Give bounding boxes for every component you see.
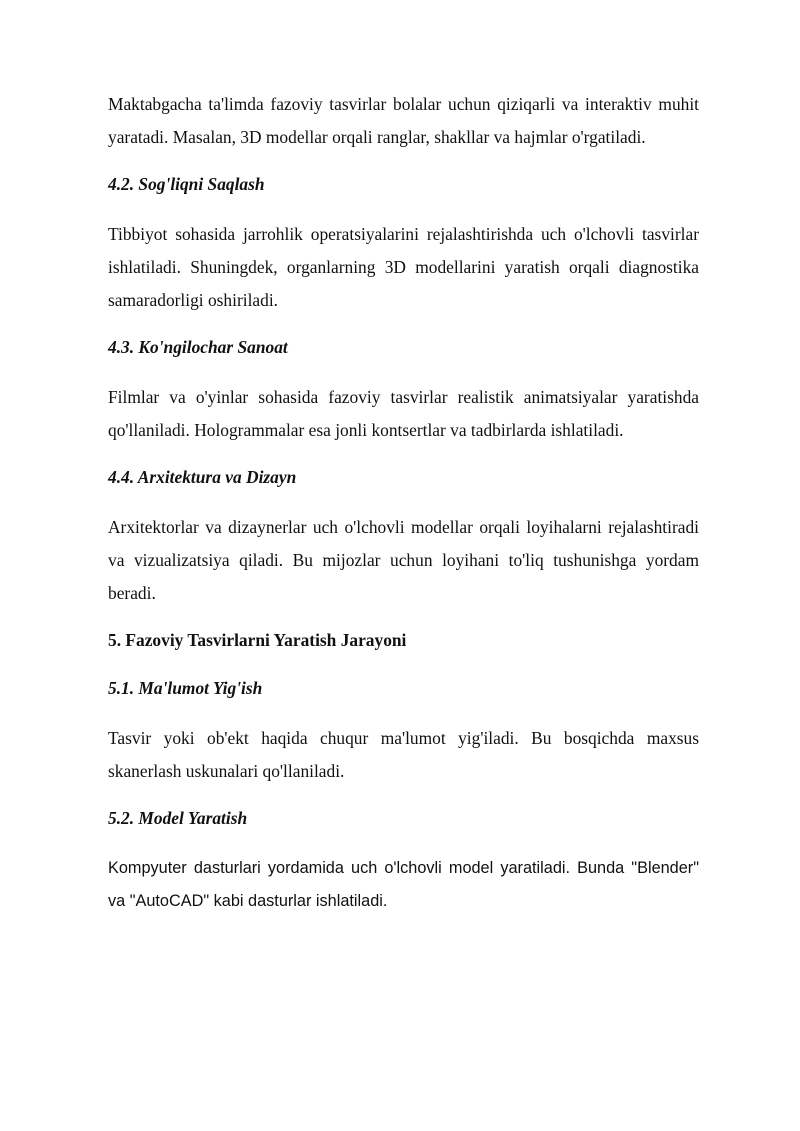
- heading-4-3: 4.3. Ko'ngilochar Sanoat: [108, 337, 288, 357]
- paragraph-healthcare: Tibbiyot sohasida jarrohlik operatsiyalarini rejalashtirishda uch o'lchovli tasvirlar ishlatiladi. Shuningdek, organlarning 3D modellarini yaratish orqali diagnostika samaradorligi oshiriladi.: [108, 224, 699, 310]
- heading-4-4: 4.4. Arxitektura va Dizayn: [108, 467, 297, 487]
- paragraph-model-creation: Kompyuter dasturlari yordamida uch o'lchovli model yaratiladi. Bunda "Blender" va "AutoCAD" kabi dasturlar ishlatiladi.: [108, 859, 699, 910]
- heading-4-2: 4.2. Sog'liqni Saqlash: [108, 174, 265, 194]
- paragraph-entertainment: Filmlar va o'yinlar sohasida fazoviy tasvirlar realistik animatsiyalar yaratishda qo'llaniladi. Hologrammalar esa jonli kontsertlar va tadbirlarda ishlatiladi.: [108, 387, 699, 440]
- heading-5-2: 5.2. Model Yaratish: [108, 808, 248, 828]
- heading-5-1: 5.1. Ma'lumot Yig'ish: [108, 678, 263, 698]
- paragraph-data-collection: Tasvir yoki ob'ekt haqida chuqur ma'lumot yig'iladi. Bu bosqichda maxsus skanerlash uskunalari qo'llaniladi.: [108, 728, 699, 781]
- heading-5: 5. Fazoviy Tasvirlarni Yaratish Jarayoni: [108, 630, 407, 650]
- paragraph-preschool-education: Maktabgacha ta'limda fazoviy tasvirlar bolalar uchun qiziqarli va interaktiv muhit yaratadi. Masalan, 3D modellar orqali ranglar, shakllar va hajmlar o'rgatiladi.: [108, 94, 699, 147]
- paragraph-architecture: Arxitektorlar va dizaynerlar uch o'lchovli modellar orqali loyihalarni rejalashtiradi va vizualizatsiya qiladi. Bu mijozlar uchun loyihani to'liq tushunishga yordam beradi.: [108, 517, 699, 603]
- document-page: [108, 88, 699, 934]
